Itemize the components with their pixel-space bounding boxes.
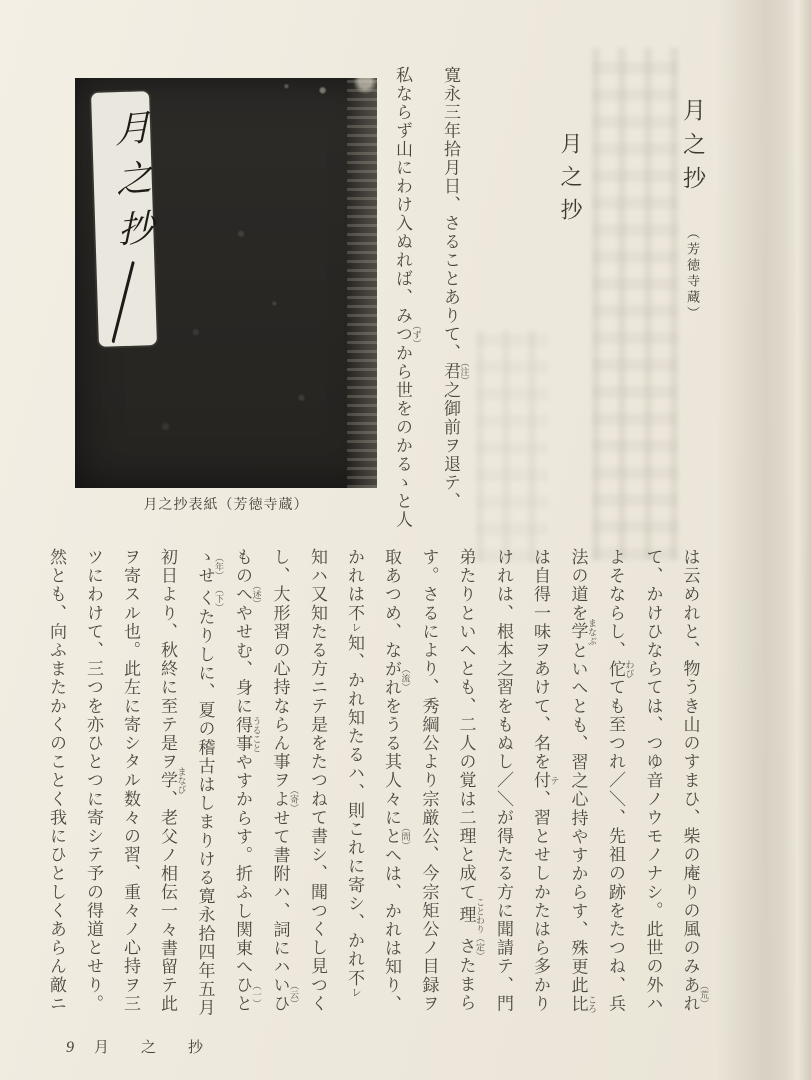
text-column: 知ハ又知たる方ニテ是をたつねて書シ、聞つくし見つく xyxy=(308,548,327,1013)
text-column: て、かけひならては、つゆ音ノウモノナシ。此世の外ハ xyxy=(643,548,663,1013)
footer-running-title: 月之抄 xyxy=(94,1040,236,1056)
bleedthrough-overlay xyxy=(476,330,548,562)
page-title-column xyxy=(676,98,709,558)
page-footer xyxy=(66,1036,235,1057)
text-column: ものへ （述）やせむ、身に得事 うることやすからす。折ふし関東へひと （一） xyxy=(233,548,262,1014)
bleedthrough-overlay xyxy=(592,48,678,560)
text-column: よそならし、佗 わびても至つれ／＼、先祖の跡をたつね、兵 xyxy=(606,548,635,1014)
intro-text xyxy=(378,66,474,541)
book-spine-texture xyxy=(347,78,377,488)
text-column: す。さるにより、秀綱公より宗厳公、今宗矩公ノ目録ヲ xyxy=(419,548,439,1013)
footer-page-number: 9 xyxy=(66,1039,74,1056)
page-edge-shading xyxy=(716,0,811,1080)
section-heading: 月之抄 xyxy=(558,132,583,231)
text-column: けれは、根本之習をもぬし／＼が得たる方に聞請テ、門 xyxy=(494,548,513,1013)
text-column: かれは不レ知、かれ知たるハ、則これに寄シ、かれ不レ xyxy=(345,548,364,1000)
title-slip-label: 月之抄 xyxy=(109,107,155,262)
text-column: は自得一味ヲあけて、名を付 テ、習とせしかたはら多かり xyxy=(531,548,560,1014)
text-column: 取あつめ、ながれ （流）をうる其人々にと （問）へは、かれは知り、 xyxy=(382,548,411,1014)
text-column: し、大形習の心持ならん事ヲよ （寄）せて書附ハ、詞にハいひ （云） xyxy=(270,548,299,1014)
text-column: ヲ寄スル也。此左に寄シタル数々の習、重々ノ心持ヲ三 xyxy=(121,548,140,1013)
text-column: ツにわけて、三つを亦ひとつに寄シテ予の得道とせり。 xyxy=(84,548,103,1013)
body-text xyxy=(38,548,709,1048)
text-column: 初日より、秋終に至テ是ヲ学 まなび、老父ノ相伝一々書留テ此 xyxy=(158,548,187,1014)
title-annotation: （芳徳寺蔵） xyxy=(685,226,700,322)
text-column: 私ならず山にわけ入ぬれば、みつ （ず）から世をのかるゝと人 xyxy=(393,66,422,529)
text-column: 弟たりといへとも、二人の覚は二理と成て理 ことわりさ （定）たまら xyxy=(456,548,485,1013)
book-cover-photo xyxy=(75,78,377,488)
text-column: は云めれと、物うき山のすまひ、柴の庵りの風のみあれ （荒） xyxy=(680,548,709,1014)
title-slip xyxy=(89,89,159,349)
page-title: 月之抄 xyxy=(680,98,705,200)
text-column: 寛永三年拾月日、さることありて、君 （注）之御前ヲ退テ、 xyxy=(441,66,470,511)
text-column: 然とも、向ふまたかくのことく我にひとしくあらん敵ニ xyxy=(47,548,66,1013)
calligraphy-stroke xyxy=(111,261,135,343)
photo-caption: 月之抄表紙（芳徳寺蔵） xyxy=(143,498,309,513)
text-column: 法の道を学 まなぶといへとも、習之心持やすからす、殊更此比 ころ xyxy=(568,548,597,1014)
text-column: ゝせ （年）く （下）たりしに、夏の稽古はしまりける寛永拾四年五月 xyxy=(195,548,224,1018)
